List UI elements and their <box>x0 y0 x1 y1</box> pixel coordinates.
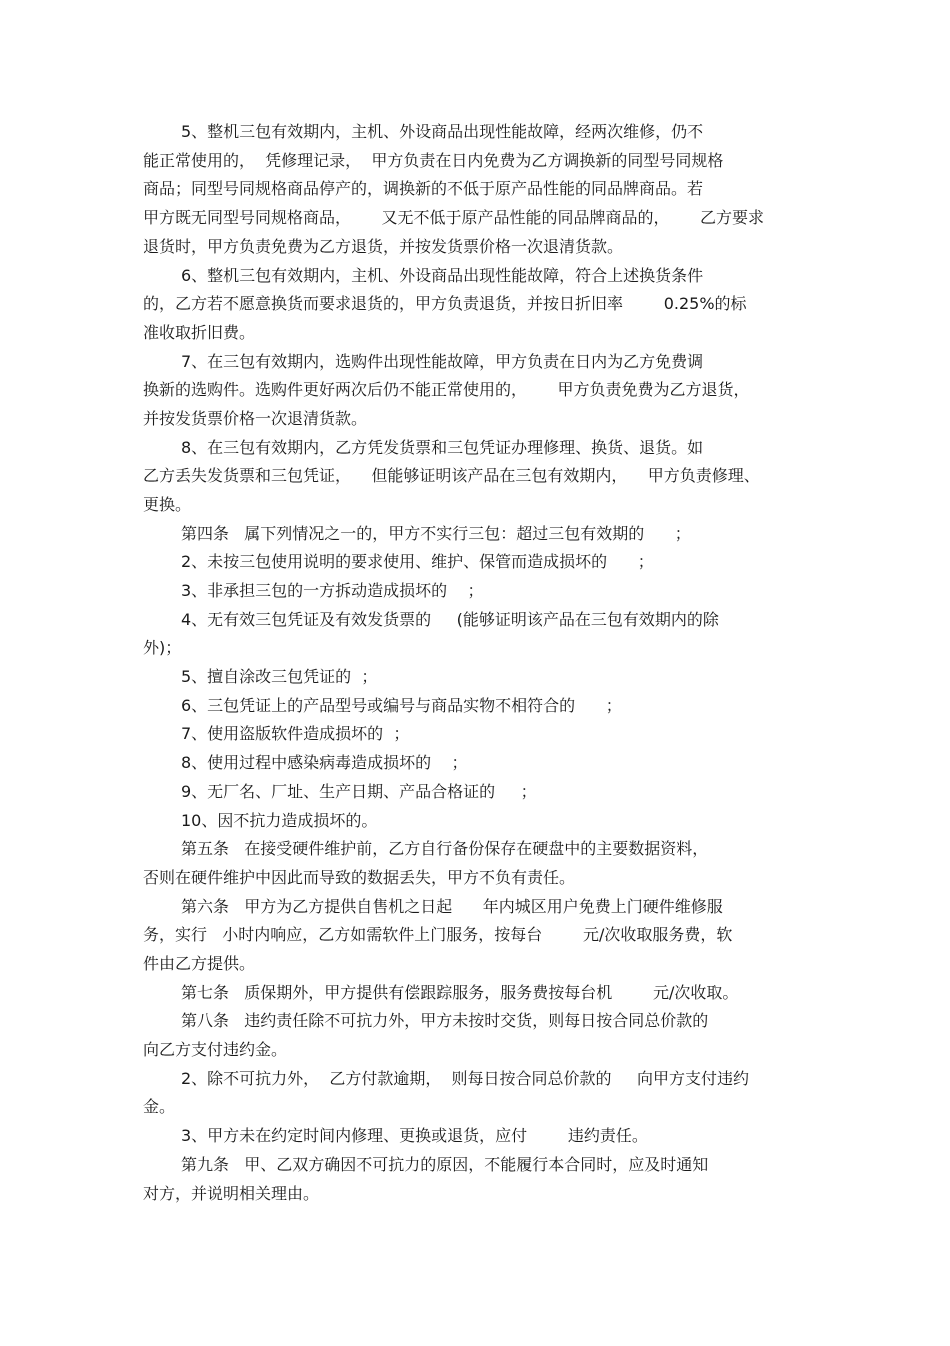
text-line: 2、除不可抗力外， 乙方付款逾期， 则每日按合同总价款的 向甲方支付违约 <box>181 1069 749 1088</box>
text-line: 6、整机三包有效期内，主机、外设商品出现性能故障，符合上述换货条件 <box>181 266 704 285</box>
text-line: 4、无有效三包凭证及有效发货票的 (能够证明该产品在三包有效期内的除 <box>181 610 719 629</box>
text-line: 5、整机三包有效期内，主机、外设商品出现性能故障，经两次维修，仍不 <box>181 122 704 141</box>
text-line: 对方，并说明相关理由。 <box>143 1184 320 1203</box>
text-line: 的，乙方若不愿意换货而要求退货的，甲方负责退货，并按日折旧率 0.25%的标 <box>143 294 747 313</box>
text-line: 第七条 质保期外，甲方提供有偿跟踪服务，服务费按每台机 元/次收取。 <box>181 983 739 1002</box>
text-line: 第四条 属下列情况之一的，甲方不实行三包：超过三包有效期的 ； <box>181 524 691 543</box>
text-line: 准收取折旧费。 <box>143 323 256 342</box>
text-line: 7、使用盗版软件造成损坏的 ； <box>181 724 410 743</box>
text-line: 能正常使用的， 凭修理记录， 甲方负责在日内免费为乙方调换新的同型号同规格 <box>143 151 724 170</box>
text-line: 务，实行 小时内响应，乙方如需软件上门服务，按每台 元/次收取服务费，软 <box>143 925 733 944</box>
text-line: 商品；同型号同规格商品停产的，调换新的不低于原产品性能的同品牌商品。若 <box>143 179 704 198</box>
text-line: 乙方丢失发货票和三包凭证， 但能够证明该产品在三包有效期内， 甲方负责修理、 <box>143 466 760 485</box>
text-line: 更换。 <box>143 495 192 514</box>
text-line: 9、无厂名、厂址、生产日期、产品合格证的 ； <box>181 782 537 801</box>
text-line: 外)； <box>143 638 182 657</box>
text-line: 退货时，甲方负责免费为乙方退货，并按发货票价格一次退清货款。 <box>143 237 624 256</box>
text-line: 件由乙方提供。 <box>143 954 256 973</box>
text-line: 换新的选购件。选购件更好两次后仍不能正常使用的， 甲方负责免费为乙方退货， <box>143 380 750 399</box>
text-line: 第八条 违约责任除不可抗力外，甲方未按时交货，则每日按合同总价款的 <box>181 1011 709 1030</box>
text-line: 8、在三包有效期内，乙方凭发货票和三包凭证办理修理、换货、退货。如 <box>181 438 704 457</box>
text-line: 3、甲方未在约定时间内修理、更换或退货，应付 违约责任。 <box>181 1126 648 1145</box>
text-line: 10、因不抗力造成损坏的。 <box>181 811 378 830</box>
text-line: 并按发货票价格一次退清货款。 <box>143 409 368 428</box>
text-line: 2、未按三包使用说明的要求使用、维护、保管而造成损坏的 ； <box>181 552 654 571</box>
text-line: 第五条 在接受硬件维护前，乙方自行备份保存在硬盘中的主要数据资料， <box>181 839 709 858</box>
text-line: 7、在三包有效期内，选购件出现性能故障，甲方负责在日内为乙方免费调 <box>181 352 704 371</box>
text-line: 3、非承担三包的一方拆动造成损坏的 ； <box>181 581 484 600</box>
text-line: 甲方既无同型号同规格商品， 又无不低于原产品性能的同品牌商品的， 乙方要求 <box>143 208 765 227</box>
text-line: 第九条 甲、乙双方确因不可抗力的原因，不能履行本合同时，应及时通知 <box>181 1155 709 1174</box>
text-line: 否则在硬件维护中因此而导致的数据丢失，甲方不负有责任。 <box>143 868 576 887</box>
text-line: 6、三包凭证上的产品型号或编号与商品实物不相符合的 ； <box>181 696 622 715</box>
text-line: 5、擅自涂改三包凭证的 ； <box>181 667 378 686</box>
text-line: 8、使用过程中感染病毒造成损坏的 ； <box>181 753 468 772</box>
text-line: 金。 <box>143 1097 176 1116</box>
text-line: 第六条 甲方为乙方提供自售机之日起 年内城区用户免费上门硬件维修服 <box>181 897 723 916</box>
text-line: 向乙方支付违约金。 <box>143 1040 288 1059</box>
